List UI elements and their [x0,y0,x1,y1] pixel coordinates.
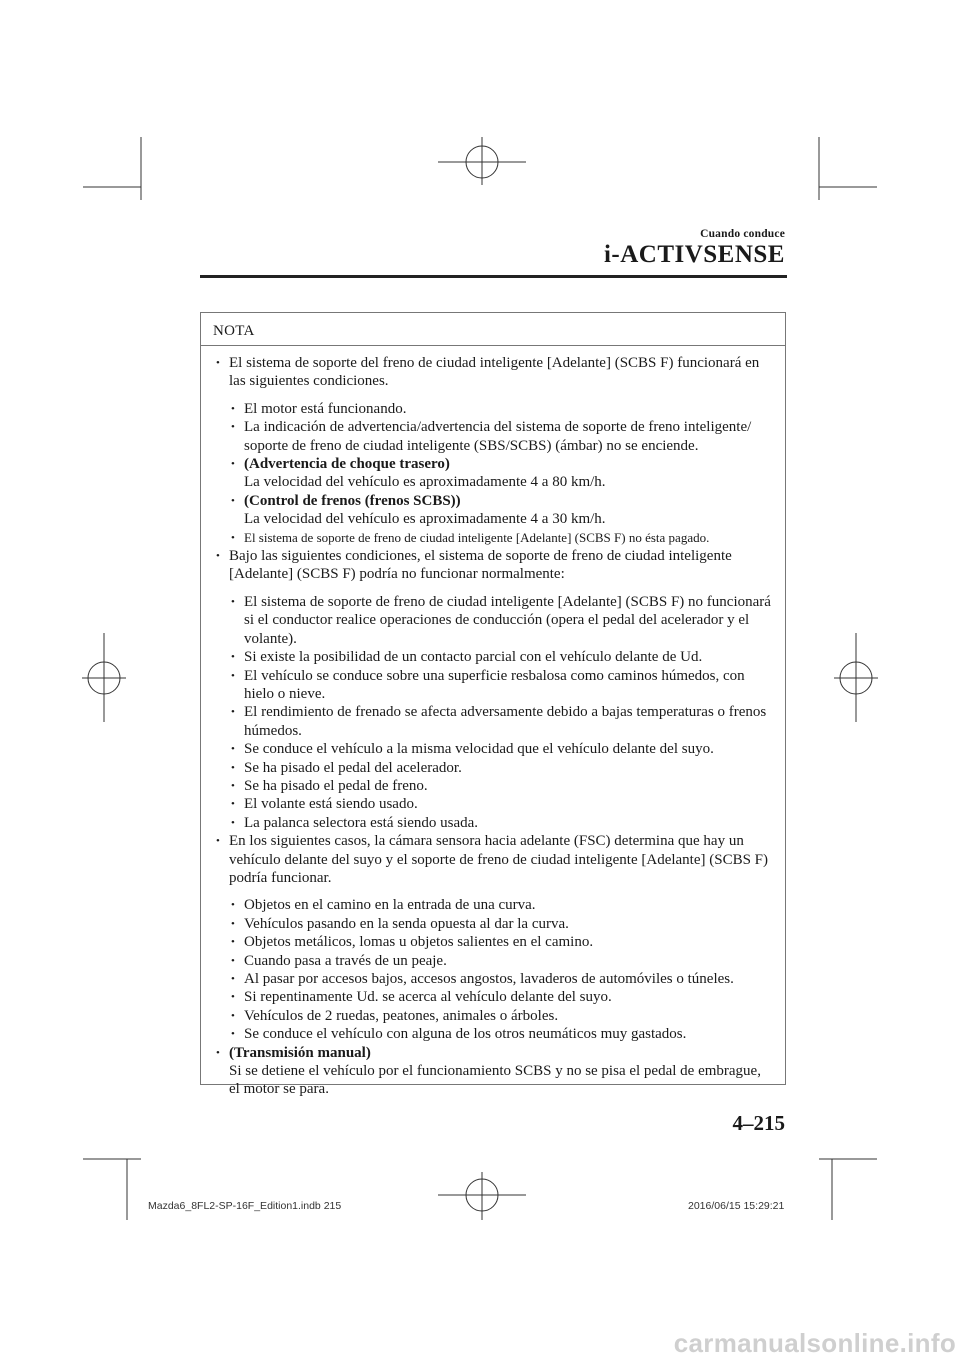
bullet-icon: • [216,1046,220,1059]
bullet-icon: • [231,1009,235,1022]
note-subitem-text: Se conduce el vehículo con alguna de los otros neumáticos muy gastados. [244,1026,687,1043]
note-subitem-text: Vehículos de 2 ruedas, peatones, animales o árboles. [244,1007,559,1024]
note-subitem [215,418,773,455]
note-item-title: (Transmisión manual) [229,1044,371,1061]
bullet-icon: • [231,706,235,719]
note-subitem-text: El volante está siendo usado. [244,796,418,813]
note-subitem-text: El motor está funcionando. [244,400,407,417]
note-item-text: El sistema de soporte del freno de ciudad inteligente [Adelante] (SCBS F) funcionará en las siguientes condiciones. [229,355,760,390]
note-subitem-text: La indicación de advertencia/advertencia del sistema de soporte de freno inteligente/ soporte de freno de ciudad inteligente (SBS/SCBS) (ámbar) no se enciende. [244,419,752,454]
note-subitem [215,400,773,418]
note-subitem [215,667,773,704]
bullet-icon: • [216,550,220,563]
note-item [215,354,773,391]
note-subitem [215,740,773,758]
section-label: Cuando conduce [700,228,785,240]
footer-timestamp: 2016/06/15 15:29:21 [688,1200,785,1212]
note-item [215,832,773,887]
note-subitem-text: La palanca selectora está siendo usada. [244,814,479,831]
note-subitem [215,988,773,1006]
bullet-icon: • [231,458,235,471]
note-subitem [215,455,773,492]
bullet-icon: • [231,595,235,608]
note-body [201,346,785,1099]
note-item-text: Bajo las siguientes condiciones, el sistema de soporte de freno de ciudad inteligente [Adelante] (SCBS F) podría no funcionar normalmente: [229,548,732,583]
note-box [200,312,786,1098]
note-subitem [215,795,773,813]
bullet-icon: • [231,494,235,507]
note-subitem [215,970,773,988]
page-number: 4–215 [732,1111,785,1135]
note-subitem-text: Se ha pisado el pedal del acelerador. [244,759,462,776]
bullet-icon: • [231,991,235,1004]
note-subitem-text: Si existe la posibilidad de un contacto parcial con el vehículo delante de Ud. [244,649,703,666]
note-subitem-text: El sistema de soporte de freno de ciudad inteligente [Adelante] (SCBS F) no ésta pagado. [244,529,710,545]
note-subitem-text: El sistema de soporte de freno de ciudad inteligente [Adelante] (SCBS F) no funcionará si el conductor realice operaciones de conducción (opera el pedal del acelerador y el volante). [244,593,771,647]
note-item [215,1044,773,1099]
bullet-icon: • [231,798,235,811]
note-item-text: En los siguientes casos, la cámara sensora hacia adelante (FSC) determina que hay un vehículo delante del suyo y el soporte de freno de ciudad inteligente [Adelante] (SCBS F) podría funcionar. [229,833,769,886]
bullet-icon: • [231,651,235,664]
note-subitem [215,759,773,777]
note-subitem [215,492,773,529]
bullet-icon: • [216,835,220,848]
note-subitem-text: El rendimiento de frenado se afecta adversamente debido a bajas temperaturas o frenos húmedos. [244,704,767,739]
header-rule [200,275,787,278]
note-subitem-text: Al pasar por accesos bajos, accesos angostos, lavaderos de automóviles o túneles. [244,971,734,987]
watermark: carmanualsonline.info [673,1328,956,1358]
note-subitem-text: La velocidad del vehículo es aproximadamente 4 a 80 km/h. [244,474,606,491]
bullet-icon: • [231,421,235,434]
note-item-text: Si se detiene el vehículo por el funcionamiento SCBS y no se pisa el pedal de embrague, el motor se para. [229,1063,761,1098]
bullet-icon: • [231,899,235,912]
bullet-icon: • [231,954,235,967]
bullet-icon: • [231,531,235,544]
note-subitem [215,814,773,832]
note-subitem-text: Se conduce el vehículo a la misma velocidad que el vehículo delante del suyo. [244,741,714,758]
bullet-icon: • [231,743,235,756]
note-subitem [215,1025,773,1043]
bullet-icon: • [231,402,235,415]
note-subitem [215,915,773,933]
note-subitem [215,703,773,740]
bullet-icon: • [231,917,235,930]
section-title: i-ACTIVSENSE [603,241,785,268]
note-subitem-text: El vehículo se conduce sobre una superficie resbalosa como caminos húmedos, con hielo o nieve. [244,667,745,702]
bullet-icon: • [231,816,235,829]
note-subitem-text: Objetos en el camino en la entrada de una curva. [244,897,536,914]
note-subitem-title: (Advertencia de choque trasero) [244,456,450,473]
bullet-icon: • [231,779,235,792]
bullet-icon: • [231,761,235,774]
note-subitem-text: Si repentinamente Ud. se acerca al vehículo delante del suyo. [244,989,612,1006]
note-heading: NOTA [201,313,785,346]
note-subitem-title: (Control de frenos (frenos SCBS)) [244,492,461,509]
note-item [215,547,773,584]
bullet-icon: • [231,973,235,985]
bullet-icon: • [216,357,220,369]
bullet-icon: • [231,936,235,949]
note-subitem [215,648,773,666]
note-subitem-text: Cuando pasa a través de un peaje. [244,952,447,969]
note-subitem [215,1007,773,1025]
note-subitem [215,529,773,547]
note-subitem [215,896,773,914]
note-subitem [215,952,773,970]
note-subitem [215,933,773,951]
note-subitem-text: Objetos metálicos, lomas u objetos salientes en el camino. [244,934,594,951]
footer-file-name: Mazda6_8FL2-SP-16F_Edition1.indb 215 [148,1200,342,1212]
note-subitem [215,777,773,795]
bullet-icon: • [231,1028,235,1041]
note-subitem-text: La velocidad del vehículo es aproximadamente 4 a 30 km/h. [244,511,606,528]
note-subitem [215,593,773,648]
bullet-icon: • [231,669,235,682]
note-subitem-text: Se ha pisado el pedal de freno. [244,777,428,794]
note-subitem-text: Vehículos pasando en la senda opuesta al dar la curva. [244,915,569,932]
